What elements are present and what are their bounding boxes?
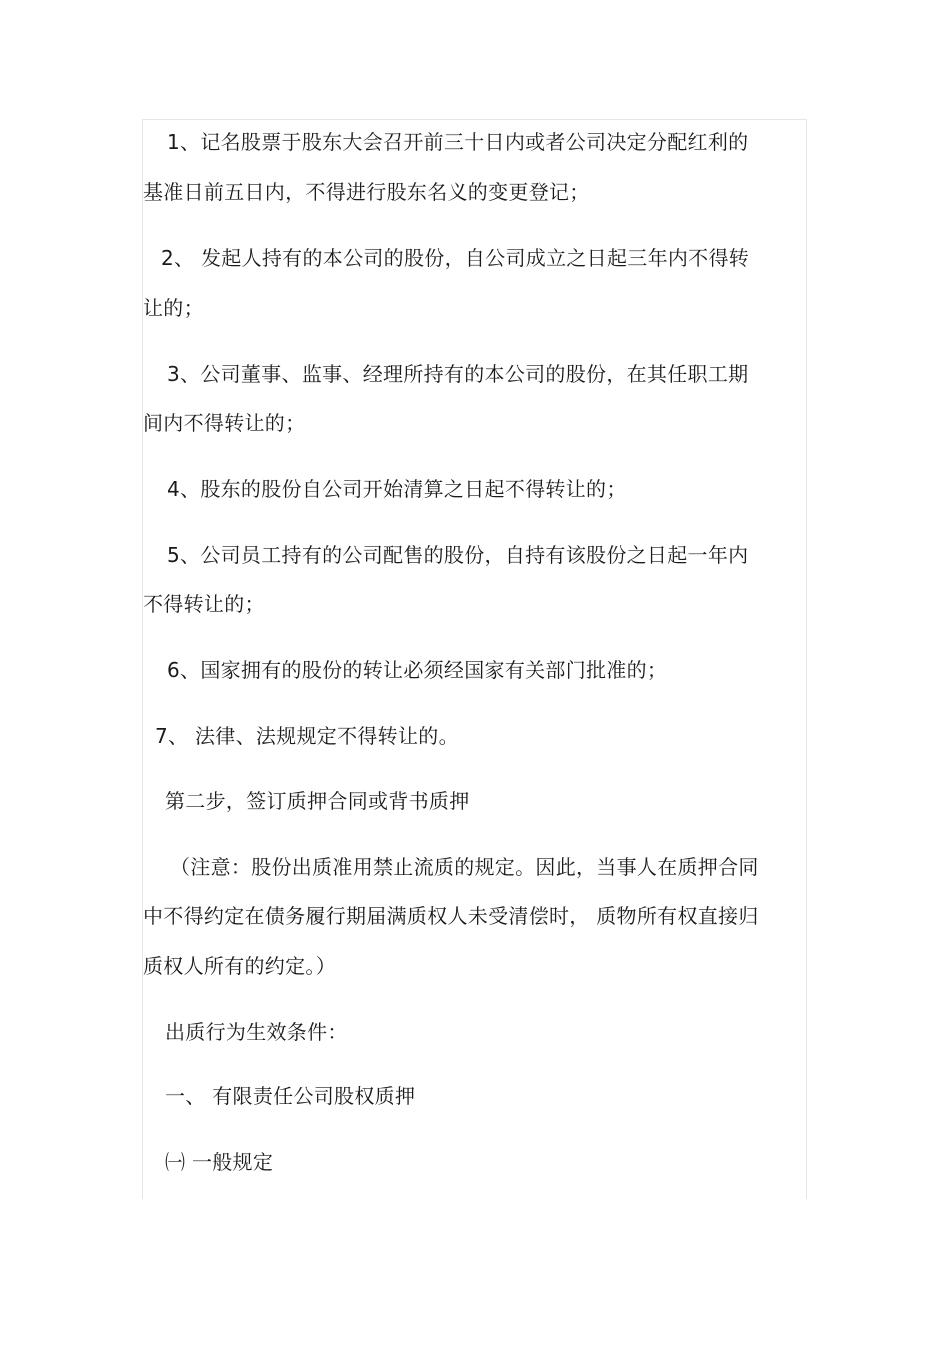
text-line-16: 出质行为生效条件： [165, 1020, 348, 1044]
text-line-9: 不得转让的； [143, 592, 265, 616]
text-line-12: 第二步，签订质押合同或背书质押 [165, 789, 470, 813]
text-line-10: 6、国家拥有的股份的转让必须经国家有关部门批准的； [167, 658, 668, 682]
text-line-5: 3、公司董事、监事、经理所持有的本公司的股份，在其任职工期 [167, 362, 749, 386]
text-line-7: 4、股东的股份自公司开始清算之日起不得转让的； [167, 477, 627, 501]
text-line-3: 2、 发起人持有的本公司的股份，自公司成立之日起三年内不得转 [161, 246, 750, 270]
text-line-4: 让的； [143, 296, 204, 320]
text-line-14: 中不得约定在债务履行期届满质权人未受清偿时， 质物所有权直接归 [143, 904, 759, 928]
text-line-2: 基准日前五日内，不得进行股东名义的变更登记； [143, 180, 590, 204]
text-line-8: 5、公司员工持有的公司配售的股份，自持有该股份之日起一年内 [167, 543, 749, 567]
text-line-18: ㈠ 一般规定 [165, 1150, 274, 1174]
text-line-11: 7、 法律、法规规定不得转让的。 [155, 724, 459, 748]
text-line-1: 1、记名股票于股东大会召开前三十日内或者公司决定分配红利的 [167, 130, 749, 154]
text-line-6: 间内不得转让的； [143, 411, 306, 435]
text-line-13: （注意：股份出质准用禁止流质的规定。因此，当事人在质押合同 [170, 855, 759, 879]
text-line-15: 质权人所有的约定。） [143, 954, 336, 978]
text-line-17: 一、 有限责任公司股权质押 [165, 1084, 416, 1108]
